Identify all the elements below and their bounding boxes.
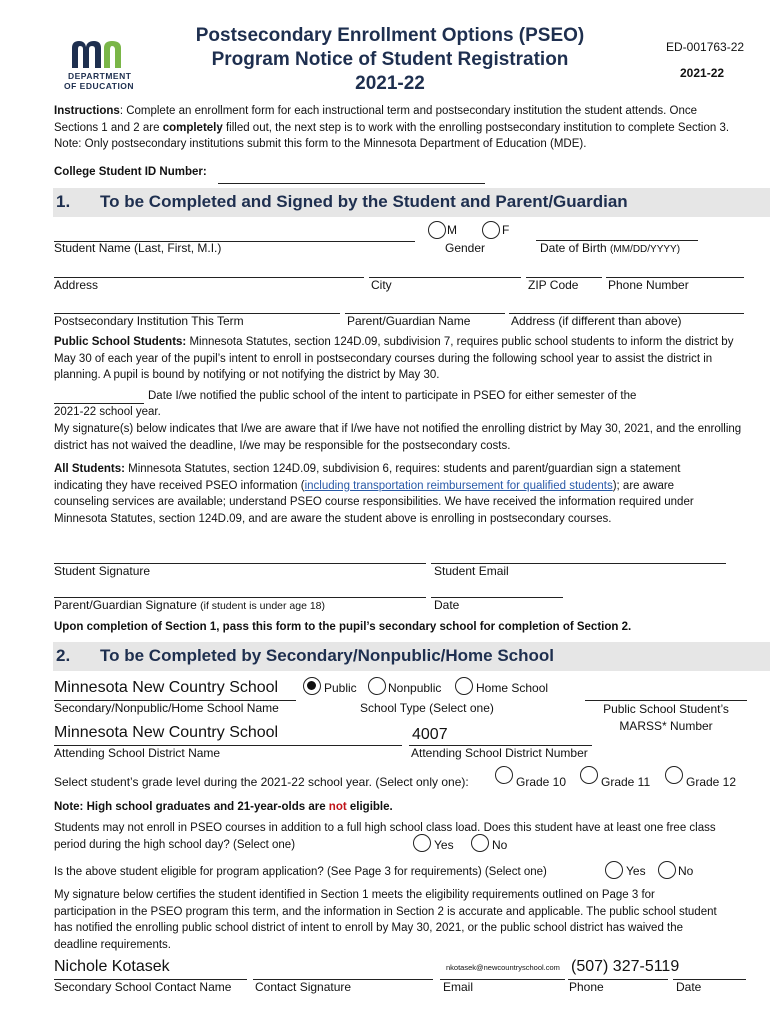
dob-label [540,241,680,255]
marss-label-1: Public School Student’s [603,702,729,716]
phone-label: Phone Number [608,278,689,292]
note-text-a: Note: High school graduates and 21-year-olds are [54,801,329,813]
grade-prompt: Select student’s grade level during the 2021-22 school year. (Select only one): [54,775,469,789]
parent-signature-note: (if student is under age 18) [200,600,326,612]
dob-format: (MM/DD/YYYY) [610,244,681,255]
instructions-label: Instructions [54,105,120,117]
logo-text-2: OF EDUCATION [64,81,135,91]
signature-text: My signature(s) below indicates that I/we are aware that if I/we have not notified the enrolling district by May 30, 2021, and the enrolling district has not waived the deadline, I/we may be responsible for the postsecondary costs. [54,423,742,452]
address-label: Address [54,278,99,292]
gender-f-label: F [502,223,510,237]
student-signature-label: Student Signature [54,564,151,578]
mde-logo [66,38,138,93]
contact-signature-label: Contact Signature [255,980,352,994]
school-type-label: School Type (Select one) [360,701,494,715]
all-students-text-b: ); are aware counseling services are available; understand PSEO course responsibilities. We have received the information required under Minnesota Statutes, section 124D.09, and are aware the student above is enrolling in postsecondary courses. [54,479,694,525]
class-load-question: Students may not enroll in PSEO courses in addition to a full high school class load. Does this student have at least one free class period during the high school day? (Select one) [54,822,716,851]
college-id-field[interactable] [218,183,485,184]
alt-address-label: Address (if different than above) [511,314,682,328]
school-type-nonpublic-label: Nonpublic [388,681,442,695]
free-period-no-radio[interactable] [471,834,489,852]
title-line-1: Postsecondary Enrollment Options (PSEO) [195,25,585,46]
instructions-text-a: : Complete an enrollment form for each instructional term and postsecondary institution the student attends. Once Sections 1 and 2 are [54,105,698,134]
address-field[interactable] [54,277,364,278]
contact-date-label: Date [676,980,702,994]
contact-name-value[interactable]: Nichole Kotasek [54,958,170,975]
free-period-yes-label: Yes [434,838,454,852]
contact-email-label: Email [443,980,474,994]
district-number-value[interactable]: 4007 [412,726,448,743]
contact-phone-value[interactable]: (507) 327-5119 [571,958,680,975]
date-label: Date [434,598,460,612]
school-type-public-label: Public [324,681,357,695]
public-school-label: Public School Students: [54,336,187,348]
transportation-link[interactable]: including transportation reimbursement for qualified students [304,479,613,492]
title-line-2: Program Notice of Student Registration [211,49,569,70]
all-students-text [54,461,699,527]
free-period-yes-radio[interactable] [413,834,431,852]
school-name-value[interactable]: Minnesota New Country School [54,679,279,696]
parent-signature-text: Parent/Guardian Signature [54,598,197,612]
school-type-nonpublic-radio[interactable] [368,677,386,695]
contact-phone-label: Phone [569,980,604,994]
city-field[interactable] [369,277,521,278]
eligible-yes-label: Yes [626,864,646,878]
eligible-yes-radio[interactable] [605,861,623,879]
free-period-no-label: No [492,838,508,852]
contact-name-label: Secondary School Contact Name [54,980,232,994]
student-name-label: Student Name (Last, First, M.I.) [54,241,222,255]
grade-11-radio[interactable] [580,766,598,784]
grade-11-label: Grade 11 [601,775,651,789]
student-email-label: Student Email [434,564,509,578]
form-title [180,24,600,96]
completion-note: Upon completion of Section 1, pass this form to the pupil’s secondary school for completion of Section 2. [54,621,632,633]
district-name-value[interactable]: Minnesota New Country School [54,724,279,741]
parent-signature-label [54,598,325,612]
date-notified-text-2: 2021-22 school year. [54,406,161,418]
zip-label: ZIP Code [528,278,579,292]
logo-text-1: DEPARTMENT [68,71,132,81]
grade-12-radio[interactable] [665,766,683,784]
school-type-public-radio[interactable] [303,677,321,695]
form-id: ED-001763-22 [666,40,745,54]
marss-label [580,701,752,735]
marss-label-2: MARSS* Number [619,719,713,733]
instructions-text-b: filled out, the next step is to work with the enrolling postsecondary institution to complete Section 3. Note: Only postsecondary institutions submit this form to the Minnesota Department of Education (MDE). [54,121,730,150]
grade-12-label: Grade 12 [686,775,737,789]
mn-logo-icon [70,38,132,68]
eligible-no-label: No [678,864,694,878]
section-1-title: To be Completed and Signed by the Student and Parent/Guardian [100,192,628,211]
district-name-label: Attending School District Name [54,746,221,760]
public-school-body: Minnesota Statutes, section 124D.09, subdivision 7, requires public school students to inform the district by May 30 of each year of the pupil’s intent to enroll in postsecondary courses during the following school year to assist the district in planning. A pupil is bound by notifying or not notifying the district by May 30. [54,336,734,381]
form-year: 2021-22 [680,66,725,80]
eligible-question: Is the above student eligible for program application? (See Page 3 for requirements) (Select one) [54,866,547,878]
gender-m-label: M [447,223,457,237]
school-type-home-label: Home School [476,681,549,695]
section-1-header [53,188,770,217]
eligibility-note [54,799,393,816]
city-label: City [371,278,392,292]
contact-email-value[interactable]: nkotasek@newcountryschool.com [446,963,560,972]
note-not: not [328,801,347,813]
section-2-number: 2. [56,646,71,665]
all-students-text-a: Minnesota Statutes, section 124D.09, subdivision 6, requires: students and parent/guardian sign a statement indicating they have received PSEO information ( [54,463,681,492]
institution-label: Postsecondary Institution This Term [54,314,244,328]
all-students-label: All Students: [54,463,125,475]
date-notified-text: Date I/we notified the public school of the intent to participate in PSEO for either semester of the [148,390,637,402]
instructions-bold: completely [162,121,223,134]
school-type-home-radio[interactable] [455,677,473,695]
eligible-no-radio[interactable] [658,861,676,879]
college-id-label: College Student ID Number: [54,166,207,178]
certification-text: My signature below certifies the student identified in Section 1 meets the eligibility requirements outlined on Page 3 for participation in the PSEO program this term, and the information in Section 2 is accurate and applicable. The public school student has notified the enrolling public school district of intent to enroll by May 30, 2021, or the public school district has waived the deadline requirements. [54,889,717,951]
gender-f-radio[interactable] [482,221,500,239]
parent-name-label: Parent/Guardian Name [347,314,471,328]
grade-10-radio[interactable] [495,766,513,784]
instructions [54,103,744,153]
section-2-title: To be Completed by Secondary/Nonpublic/Home School [100,646,555,665]
school-name-label: Secondary/Nonpublic/Home School Name [54,701,279,715]
gender-m-radio[interactable] [428,221,446,239]
dob-text: Date of Birth [540,241,607,255]
section-2-header [53,642,770,671]
public-school-text [54,334,744,384]
title-line-3: 2021-22 [355,73,425,94]
gender-label: Gender [445,241,486,255]
grade-10-label: Grade 10 [516,775,567,789]
section-1-number: 1. [56,192,71,211]
district-number-label: Attending School District Number [411,746,588,760]
note-text-b: eligible. [346,801,393,813]
